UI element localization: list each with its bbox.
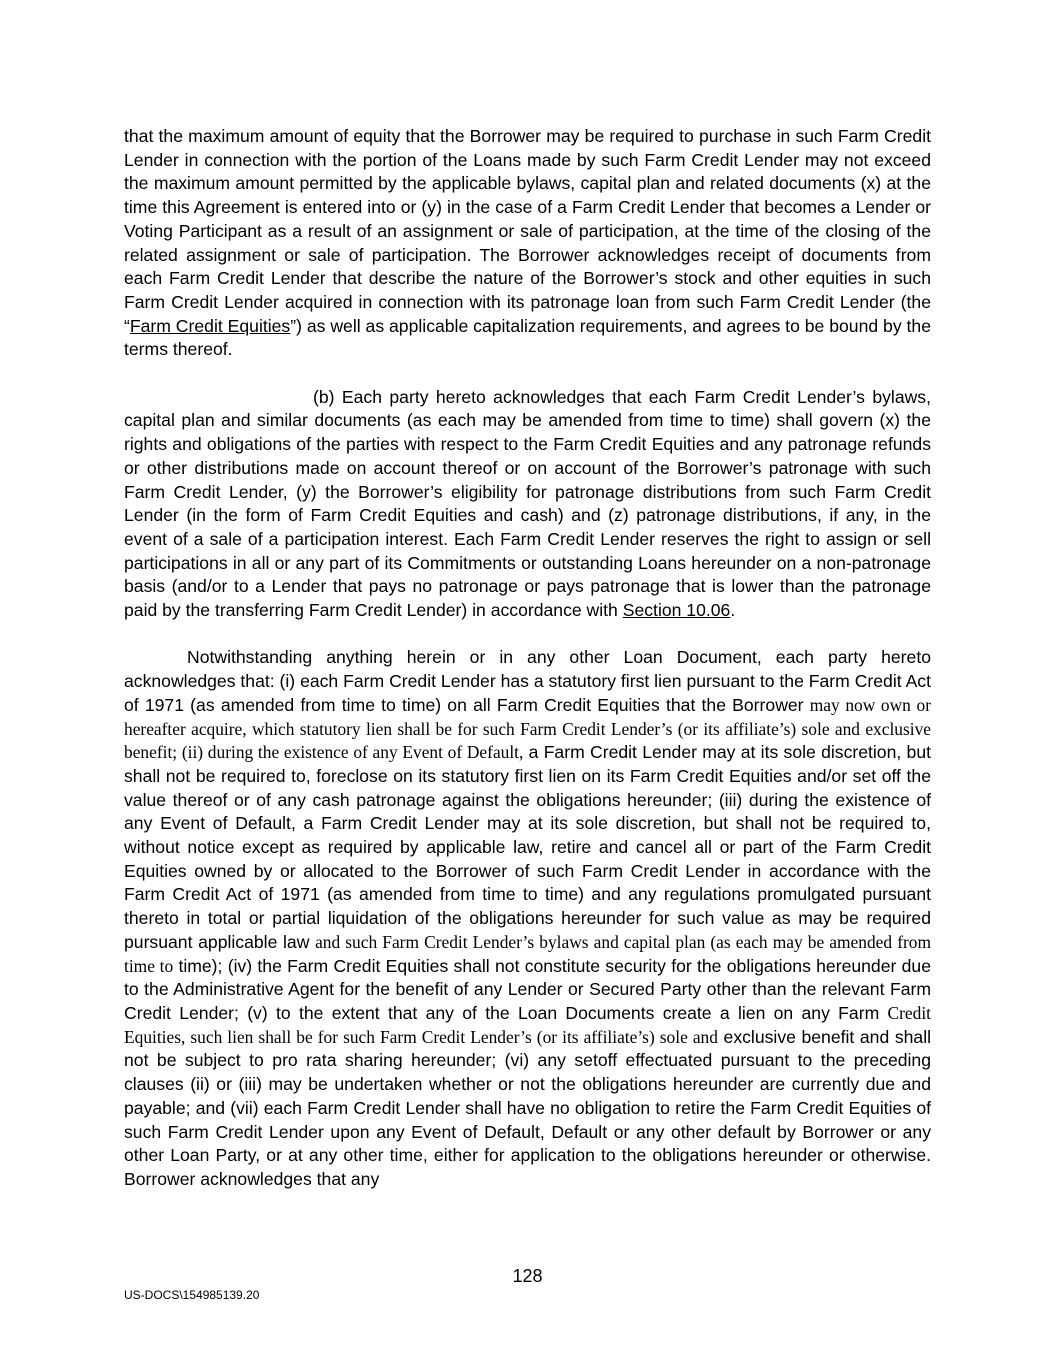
paragraph-1-text: that the maximum amount of equity that the Borrower may be required to purchase in such Farm Credit Lender in connection with the portion of the Loans made by such Farm Credit Lender may not exceed the maximum amount permitted by the applicable bylaws, capital plan and related documents (x) at the time this Agreement is entered into or (y) in the case of a Farm Credit Lender that becomes a Lender or Voting Participant as a result of an assignment or sale of participation, at the time of the closing of the related assignment or sale of participation. The Borrower acknowledges receipt of documents from each Farm Credit Lender that describe the nature of the Borrower’s stock and other equities in such Farm Credit Lender acquired in connection with its patronage loan from such Farm Credit Lender (the “ bbox=[124, 126, 931, 336]
document-id: US-DOCS\154985139.20 bbox=[124, 1288, 260, 1302]
paragraph-2-text: (b) Each party hereto acknowledges that each Farm Credit Lender’s bylaws, capital plan and similar documents (as each may be amended from time to time) shall govern (x) the rights and obligations of the parties with respect to the Farm Credit Equities and any patronage refunds or other distributions made on account thereof or on account of the Borrower’s patronage with such Farm Credit Lender, (y) the Borrower’s eligibility for patronage distributions from such Farm Credit Lender (in the form of Farm Credit Equities and cash) and (z) patronage distributions, if any, in the event of a sale of a participation interest. Each Farm Credit Lender reserves the right to assign or sell participations in all or any part of its Commitments or outstanding Loans hereunder on a non-patronage basis (and/or to a Lender that pays no patronage or pays patronage that is lower than the patronage paid by the transferring Farm Credit Lender) in accordance with bbox=[124, 386, 931, 621]
body-text bbox=[124, 125, 931, 1192]
paragraph-b-acknowledgement bbox=[124, 386, 931, 623]
section-reference-link: Section 10.06 bbox=[622, 600, 731, 621]
paragraph-farm-credit-equity bbox=[124, 125, 931, 362]
defined-term-farm-credit-equities: Farm Credit Equities bbox=[129, 315, 291, 336]
paragraph-notwithstanding bbox=[124, 646, 931, 1191]
paragraph-3-part-1: Notwithstanding anything herein or in any other Loan Document, each party hereto acknowledges that: (i) each Farm Credit Lender has a statutory first lien pursuant to the Farm Credit Act of 1971 (as amended from time to time) on all Farm Credit Equities that the Borrower bbox=[124, 647, 931, 715]
paragraph-3-part-4: and such Farm Credit Lender’s bylaws and capital plan (as each may be amended from time to bbox=[124, 931, 931, 976]
paragraph-3-part-5: time); (iv) the Farm Credit Equities shall not constitute security for the obligations hereunder due to the Administrative Agent for the benefit of any Lender or Secured Party other than the relevant Farm Credit Lender; (v) to the extent that any of the Loan Documents create a lien on any Farm bbox=[124, 955, 931, 1023]
paragraph-3-part-7: exclusive benefit and shall not be subject to pro rata sharing hereunder; (vi) any setoff effectuated pursuant to the preceding clauses (ii) or (iii) may be undertaken whether or not the obligations hereunder are currently due and payable; and (vii) each Farm Credit Lender shall have no obligation to retire the Farm Credit Equities of such Farm Credit Lender upon any Event of Default, Default or any other default by Borrower or any other Loan Party, or at any other time, either for application to the obligations hereunder or otherwise. Borrower acknowledges that any bbox=[124, 1026, 932, 1189]
paragraph-3-part-2: may now own or hereafter acquire, which statutory lien shall be for such Farm Credit Lender’s (or its affiliate’s) sole and exclusive benefit; (ii) during the existence of any Event of Default, bbox=[124, 694, 932, 763]
paragraph-3-part-6: Credit Equities, such lien shall be for such Farm Credit Lender’s (or its affiliate’s) sole and bbox=[124, 1002, 931, 1047]
page-number: 128 bbox=[512, 1266, 543, 1286]
paragraph-3-part-3: a Farm Credit Lender may at its sole discretion, but shall not be required to, foreclose on its statutory first lien on its Farm Credit Equities and/or set off the value thereof or of any cash patronage against the obligations hereunder; (iii) during the existence of any Event of Default, a Farm Credit Lender may at its sole discretion, but shall not be required to, without notice except as required by applicable law, retire and cancel all or part of the Farm Credit Equities owned by or allocated to the Borrower of such Farm Credit Lender in accordance with the Farm Credit Act of 1971 (as amended from time to time) and any regulations promulgated pursuant thereto in total or partial liquidation of the obligations hereunder for such value as may be required pursuant applicable law bbox=[124, 742, 931, 952]
paragraph-1-text-after: ”) as well as applicable capitalization requirements, and agrees to be bound by the terms thereof. bbox=[124, 315, 931, 360]
paragraph-2-text-after: . bbox=[730, 600, 736, 621]
